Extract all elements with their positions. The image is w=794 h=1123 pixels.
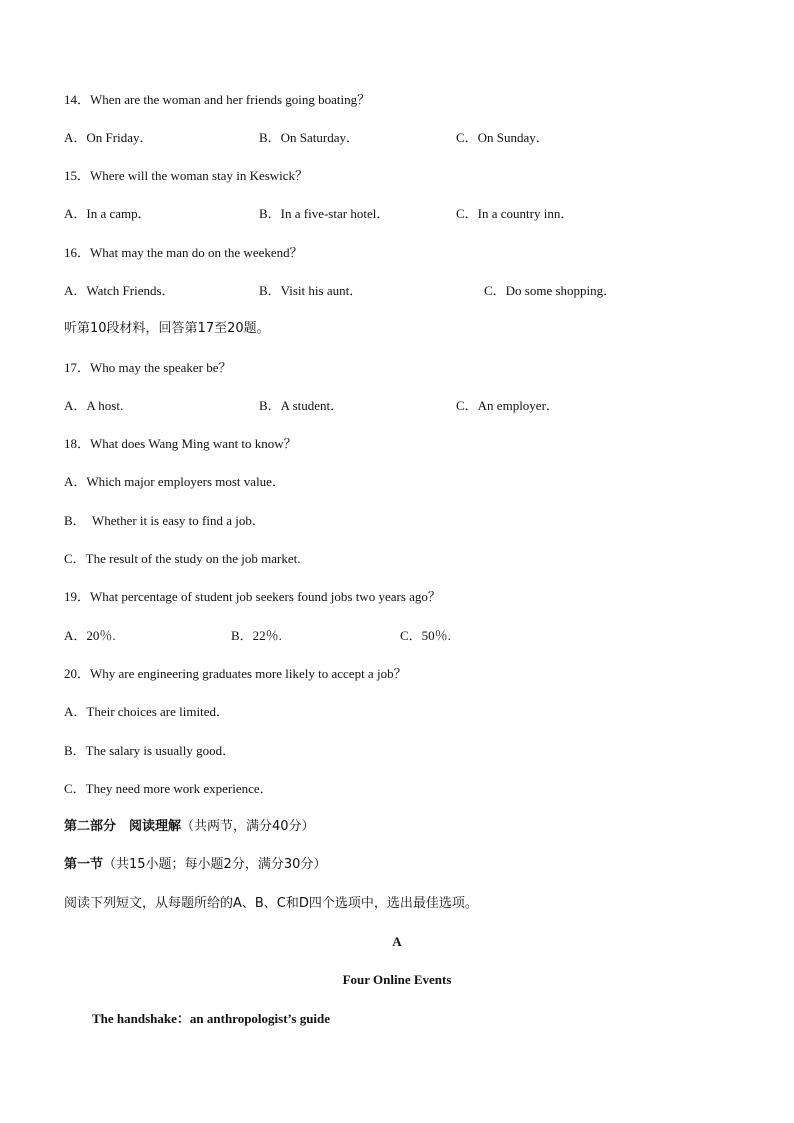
part-two-score: （共两节，满分40分） xyxy=(181,819,315,834)
question-15-option-b: B．In a five-star hotel． xyxy=(259,206,390,221)
section-one-score: （共15小题；每小题2分，满分30分） xyxy=(103,857,327,872)
question-16-option-a: A．Watch Friends． xyxy=(64,283,175,298)
listening-instruction: 听第10段材料，回答第17至20题。 xyxy=(64,321,270,336)
question-15-stem: 15．Where will the woman stay in Keswick？ xyxy=(64,168,309,183)
question-15-option-c: C．In a country inn． xyxy=(456,206,574,221)
question-18-stem: 18．What does Wang Ming want to know？ xyxy=(64,436,297,451)
question-15-option-a: A．In a camp． xyxy=(64,206,151,221)
question-18-option-a: A．Which major employers most value． xyxy=(64,474,285,489)
question-16-option-b: B．Visit his aunt． xyxy=(259,283,363,298)
passage-title: Four Online Events xyxy=(342,972,452,987)
question-16-stem: 16．What may the man do on the weekend？ xyxy=(64,245,303,260)
question-20-option-a: A．Their choices are limited． xyxy=(64,704,229,719)
question-14-stem: 14．When are the woman and her friends going boating？ xyxy=(64,92,371,107)
question-20-option-c: C．They need more work experience． xyxy=(64,781,273,796)
question-16-option-c: C．Do some shopping． xyxy=(484,283,617,298)
passage-subheading: The handshake：an anthropologist’s guide xyxy=(92,1011,331,1026)
question-18-option-c: C．The result of the study on the job market. xyxy=(64,551,301,566)
reading-instruction: 阅读下列短文，从每题所给的A、B、C和D四个选项中，选出最佳选项。 xyxy=(64,896,478,911)
question-14-option-b: B．On Saturday． xyxy=(259,130,360,145)
question-19-option-c: C．50％. xyxy=(400,628,451,643)
part-two-heading xyxy=(64,819,315,835)
question-14-option-a: A．On Friday． xyxy=(64,130,153,145)
question-19-option-b: B．22％. xyxy=(231,628,282,643)
question-17-option-b: B．A student． xyxy=(259,398,344,413)
question-18-option-b: B． Whether it is easy to find a job． xyxy=(64,513,265,528)
question-19-stem: 19．What percentage of student job seekers found jobs two years ago？ xyxy=(64,589,441,604)
part-two-title: 第二部分 阅读理解 xyxy=(64,819,182,834)
question-19-option-a: A．20％. xyxy=(64,628,116,643)
question-17-stem: 17．Who may the speaker be？ xyxy=(64,360,232,375)
section-one-title: 第一节 xyxy=(64,857,104,872)
section-one-heading xyxy=(64,857,326,873)
question-20-stem: 20．Why are engineering graduates more likely to accept a job？ xyxy=(64,666,407,681)
passage-letter: A xyxy=(392,934,402,949)
question-20-option-b: B．The salary is usually good． xyxy=(64,743,236,758)
question-14-option-c: C．On Sunday． xyxy=(456,130,549,145)
question-17-option-a: A．A host. xyxy=(64,398,124,413)
question-17-option-c: C．An employer． xyxy=(456,398,559,413)
